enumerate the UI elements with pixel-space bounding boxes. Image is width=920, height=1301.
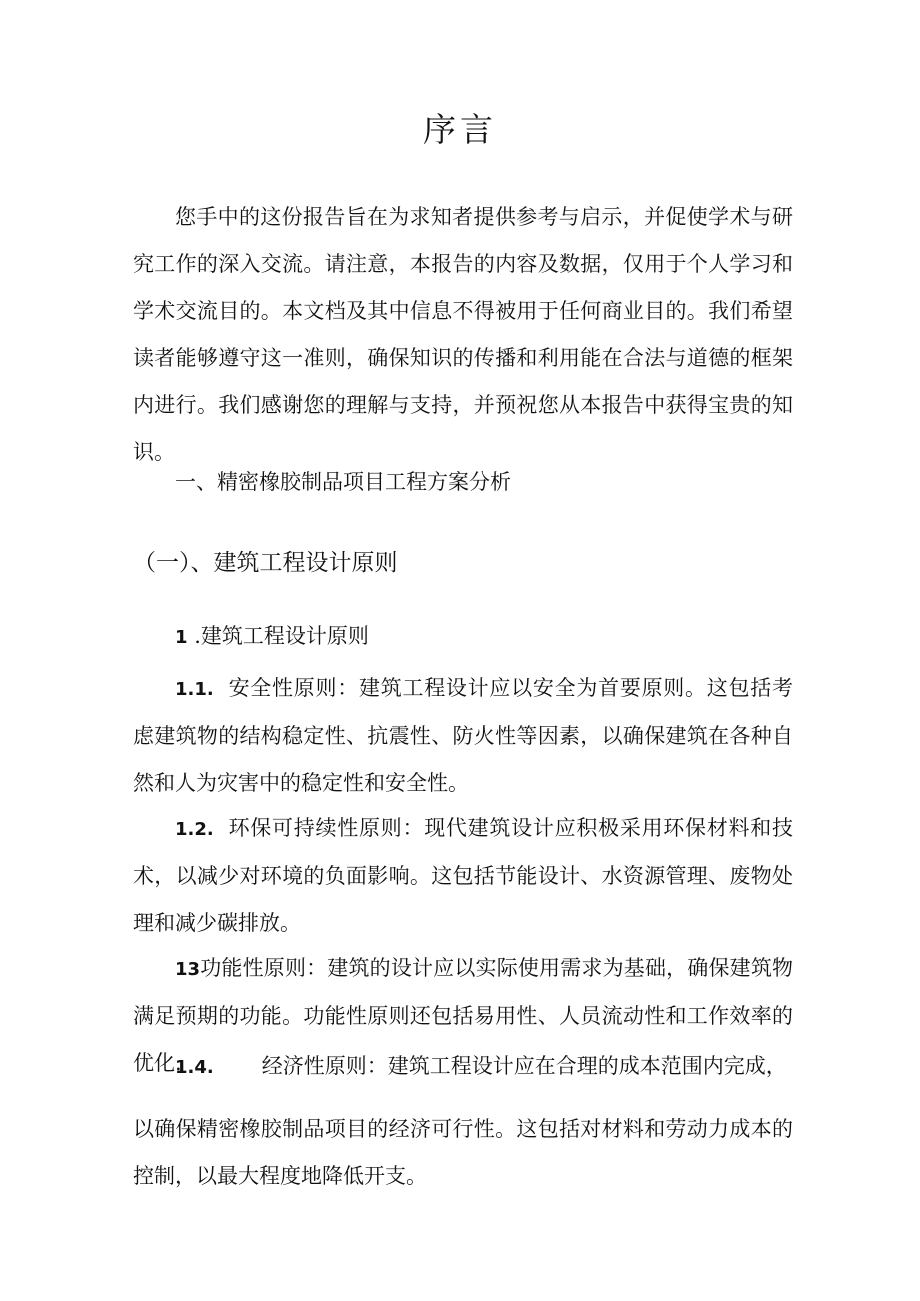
subsection-heading: （一）、建筑工程设计原则 bbox=[133, 550, 398, 576]
paragraph-text: 功能性原则：建筑的设计应以实际使用需求为基础，确保建筑物满足预期的功能。功能性原则还包括易用性、人员流动性和工作效率的优化. bbox=[133, 956, 793, 1075]
section-heading: 一、精密橡胶制品项目工程方案分析 bbox=[175, 470, 511, 494]
paragraph-1-4-first-line bbox=[175, 1050, 787, 1080]
paragraph-number: 1.4. bbox=[175, 1057, 214, 1078]
paragraph-1-2 bbox=[133, 805, 793, 947]
paragraph-1-4-continuation: 以确保精密橡胶制品项目的经济可行性。这包括对材料和劳动力成本的控制，以最大程度地降低开支。 bbox=[133, 1117, 793, 1188]
item-title: .建筑工程设计原则 bbox=[194, 624, 369, 648]
paragraph-number: 1.1. bbox=[175, 679, 214, 700]
intro-paragraph: 您手中的这份报告旨在为求知者提供参考与启示，并促使学术与研究工作的深入交流。请注意，本报告的内容及数据，仅用于个人学习和学术交流目的。本文档及其中信息不得被用于任何商业目的。我们希望读者能够遵守这一准则，确保知识的传播和利用能在合法与道德的框架内进行。我们感谢您的理解与支持，并预祝您从本报告中获得宝贵的知识。 bbox=[133, 205, 793, 464]
item-number: 1 bbox=[175, 627, 188, 648]
paragraph-text: 安全性原则：建筑工程设计应以安全为首要原则。这包括考虑建筑物的结构稳定性、抗震性、防火性等因素，以确保建筑在各种自然和人为灾害中的稳定性和安全性。 bbox=[133, 676, 793, 795]
paragraph-text: 经济性原则：建筑工程设计应在合理的成本范围内完成， bbox=[261, 1054, 787, 1078]
page-title: 序言 bbox=[423, 110, 497, 149]
paragraph-1-1 bbox=[133, 665, 793, 807]
paragraph-text: 环保可持续性原则：现代建筑设计应积极采用环保材料和技术，以减少对环境的负面影响。这包括节能设计、水资源管理、废物处理和减少碳排放。 bbox=[133, 816, 793, 935]
paragraph-number: 1.2. bbox=[175, 819, 214, 840]
paragraph-number: 13 bbox=[175, 959, 201, 980]
item-heading bbox=[175, 620, 369, 650]
